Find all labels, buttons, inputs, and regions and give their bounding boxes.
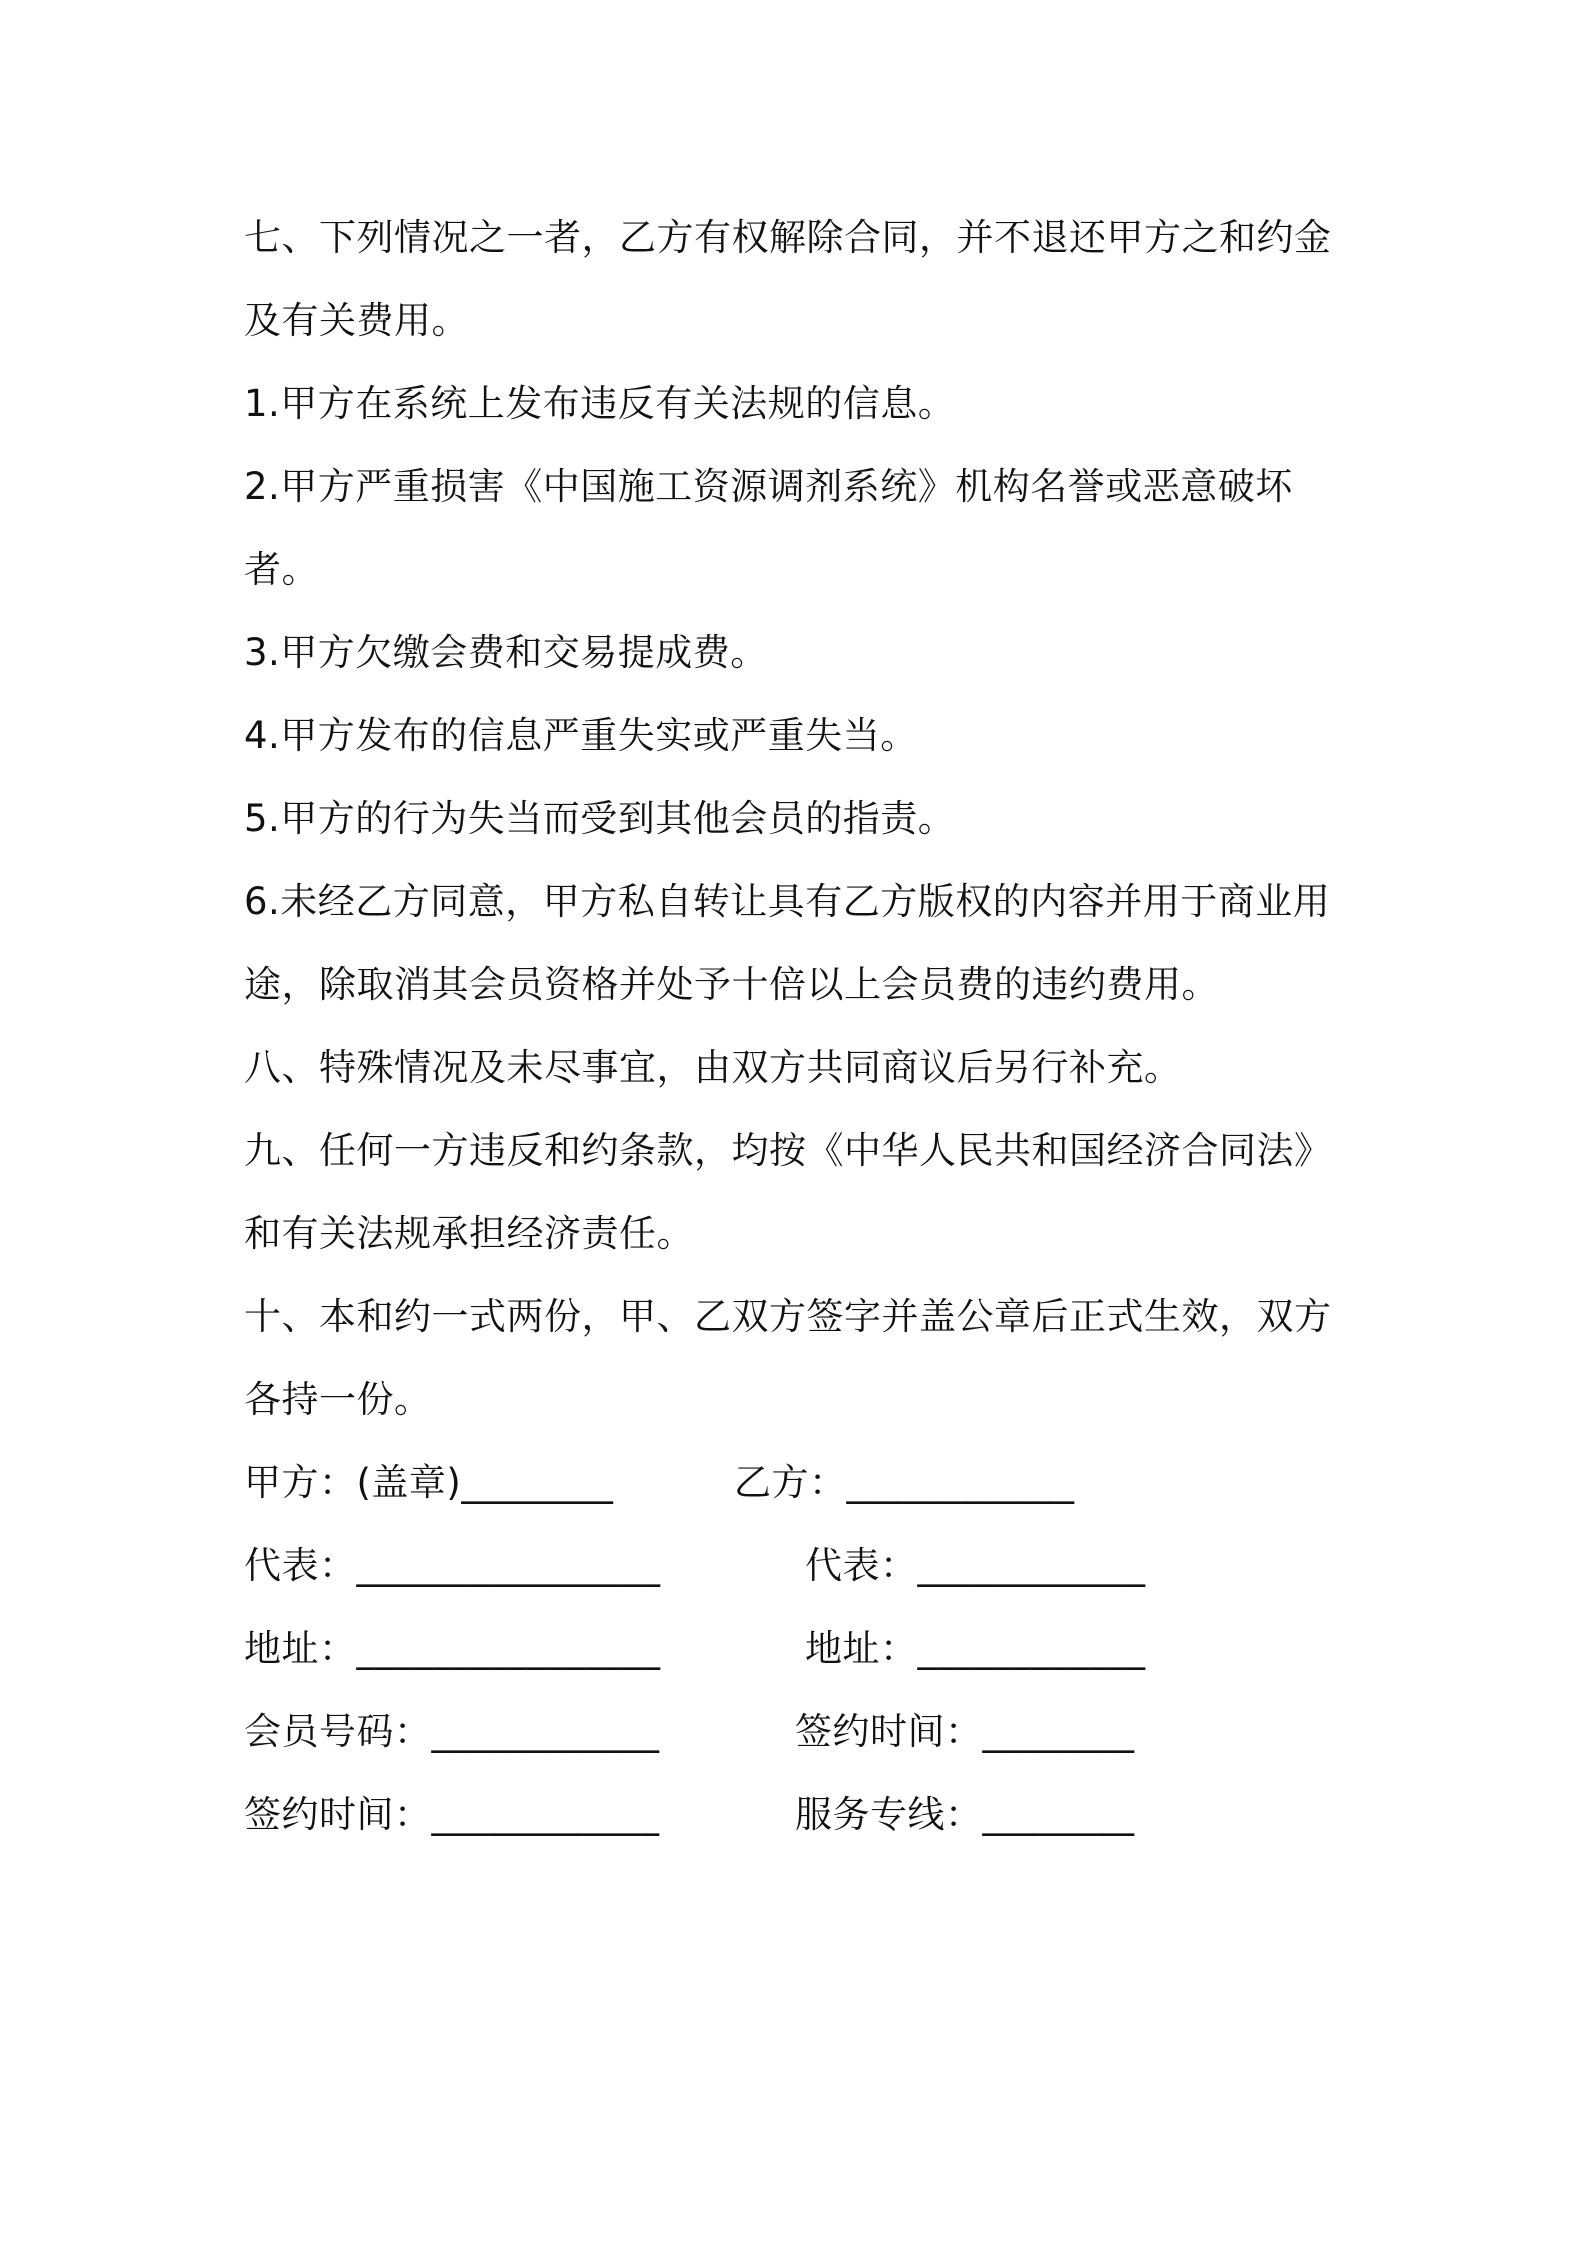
party-a-seal-field: 甲方：(盖章)________ [244,1461,614,1504]
clause-seven-item-6: 6.未经乙方同意，甲方私自转让具有乙方版权的内容并用于商业用途，除取消其会员资格并处予十倍以上会员费的违约费用。 [244,880,1331,1006]
service-hotline-field: 服务专线：________ [795,1793,1135,1836]
party-b-representative-field: 代表：____________ [805,1544,1146,1587]
clause-eight: 八、特殊情况及未尽事宜，由双方共同商议后另行补充。 [244,1046,1182,1089]
party-b-signing-date-field: 签约时间：________ [795,1710,1135,1753]
contract-body [244,196,1354,1856]
member-number-field: 会员号码：____________ [244,1710,660,1753]
clause-nine: 九、任何一方违反和约条款，均按《中华人民共和国经济合同法》和有关法规承担经济责任。 [244,1129,1332,1255]
clause-seven-item-2: 2.甲方严重损害《中国施工资源调剂系统》机构名誉或恶意破坏者。 [244,465,1293,591]
signature-row-date-hotline [244,1773,1354,1856]
clause-seven-item-3: 3.甲方欠缴会费和交易提成费。 [244,631,768,674]
clause-seven-item-1: 1.甲方在系统上发布违反有关法规的信息。 [244,382,956,425]
signature-row-party [244,1441,1354,1524]
signature-row-address [244,1607,1354,1690]
party-b-field: 乙方：____________ [734,1461,1075,1504]
clause-seven-item-5: 5.甲方的行为失当而受到其他会员的指责。 [244,797,956,840]
party-a-representative-field: 代表：________________ [244,1544,661,1587]
party-b-address-field: 地址：____________ [805,1627,1146,1670]
signature-row-member-date [244,1690,1354,1773]
party-a-signing-date-field: 签约时间：____________ [244,1793,660,1836]
party-a-address-field: 地址：________________ [244,1627,661,1670]
clause-ten: 十、本和约一式两份，甲、乙双方签字并盖公章后正式生效，双方各持一份。 [244,1295,1332,1421]
clause-seven: 七、下列情况之一者，乙方有权解除合同，并不退还甲方之和约金及有关费用。 [244,216,1332,342]
signature-block [244,1441,1354,1856]
clause-seven-item-4: 4.甲方发布的信息严重失实或严重失当。 [244,714,918,757]
signature-row-representative [244,1524,1354,1607]
